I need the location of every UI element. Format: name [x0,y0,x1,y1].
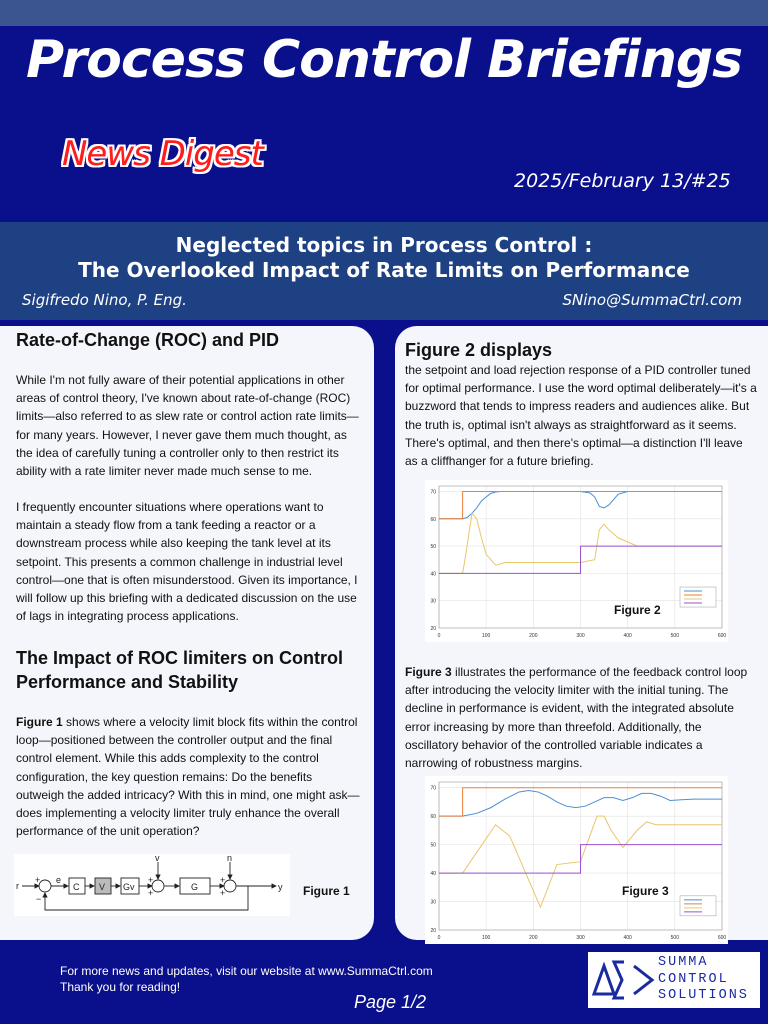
headline-line-2: The Overlooked Impact of Rate Limits on Performance [78,258,690,282]
y-tick-label: 40 [430,571,436,578]
figure-2-svg [425,480,728,642]
author-email[interactable]: SNino@SummaCtrl.com [562,291,742,309]
sum-plus-3: + [148,888,154,898]
author-name: Sigifredo Nino, P. Eng. [22,291,187,309]
signal-r: r [16,881,19,891]
signal-v: v [155,854,160,863]
figure-3-ref: Figure 3 [405,665,452,679]
y-tick-label: 50 [430,842,436,849]
headline-line-1: Neglected topics in Process Control : [175,233,593,257]
x-tick-label: 100 [481,633,491,639]
x-tick-label: 0 [437,633,441,639]
sum-plus-1: + [35,875,41,885]
footer-text [60,963,433,995]
y-tick-label: 70 [430,489,436,496]
paragraph-3-text: shows where a velocity limit block fits within the control loop—positioned between the controller output and the final control element. While this adds complexity to the control configuration, the key question remains: Do the benefits outweigh the added intricacy? With this in mind, one might ask—does implementing a velocity limiter truly enhance the overall performance of the unit operation? [16,715,360,839]
signal-y: y [278,882,283,892]
y-tick-label: 70 [430,785,436,792]
signal-e: e [56,875,62,885]
logo-word-summa: SUMMA [658,955,709,970]
sum-plus-2: + [148,875,154,885]
newsletter-title: Process Control Briefings [25,30,743,90]
y-tick-label: 20 [430,928,436,934]
x-tick-label: 600 [717,633,727,639]
y-tick-label: 60 [430,814,436,821]
section-heading-roc-impact: The Impact of ROC limiters on Control Performance and Stability [16,648,344,692]
sum-plus-4: + [220,875,226,885]
section-heading-roc-pid: Rate-of-Change (ROC) and PID [16,330,279,350]
footer-thanks-line: Thank you for reading! [60,980,181,994]
block-diagram-svg [14,854,290,916]
paragraph-1: While I'm not fully aware of their potential applications in other areas of control theory, I've known about rate-of-change (ROC) limits—also referred to as slew rate or control action rate limits—for many years. However, I never gave them much thought, as the idea of carefully tuning a controller only to then restrict its ability with a rate limiter never made much sense to me. [16,373,359,479]
block-gv: Gv [123,882,135,892]
page-number: Page 1/2 [353,992,427,1012]
block-v: V [99,882,106,892]
legend-box [680,896,716,916]
figure-2-chart [425,480,728,642]
company-logo [588,952,760,1008]
figure-1-ref: Figure 1 [16,715,63,729]
figure-1-block-diagram [14,854,290,916]
figure-3-chart [425,776,728,944]
sum-plus-5: + [220,888,226,898]
x-tick-label: 300 [576,633,585,639]
paragraph-5 [405,663,757,772]
block-c: C [73,882,80,892]
y-tick-label: 30 [430,899,436,906]
y-tick-label: 60 [430,516,436,523]
figure-2-label: Figure 2 [614,603,661,617]
x-tick-label: 300 [576,935,585,941]
logo-word-control: CONTROL [658,971,729,987]
footer-website-line[interactable]: For more news and updates, visit our website at www.SummaCtrl.com [60,964,433,978]
x-tick-label: 400 [623,633,632,639]
figure-3-label: Figure 3 [622,884,669,898]
signal-n: n [227,854,233,863]
summa-logo-icon [590,952,656,1008]
paragraph-5-text: illustrates the performance of the feedback control loop after introducing the velocity limiter with the initial tuning. The decline in performance is evident, with the integrated absolute error increasing by more than threefold. Additionally, the oscillatory behavior of the controlled variable indicates a narrowing of robustness margins. [405,665,748,771]
x-tick-label: 500 [670,633,680,639]
paragraph-3 [16,713,362,840]
x-tick-label: 100 [481,935,491,941]
x-tick-label: 600 [717,935,727,941]
issue-date: 2025/February 13/#25 [514,170,731,192]
figure-1-label: Figure 1 [303,884,350,898]
x-tick-label: 0 [437,935,441,941]
figure-3-svg [425,776,728,944]
y-tick-label: 50 [430,544,436,551]
paragraph-4: the setpoint and load rejection response of a PID controller tuned for optimal performance. I use the word optimal deliberately—it's a buzzword that tends to impress readers and audiences alike. But the truth is, optimal isn't always as straightforward as it seems. There's optimal, and then there's optimal—a distinction I'll leave as a cliffhanger for a future briefing. [405,363,757,469]
y-tick-label: 30 [430,598,436,605]
x-tick-label: 200 [529,633,538,639]
top-strip [0,0,768,26]
x-tick-label: 500 [670,935,680,941]
legend-box [680,587,716,607]
x-tick-label: 400 [623,935,632,941]
sum-minus-1: − [36,894,42,904]
block-g: G [191,882,199,892]
y-tick-label: 20 [430,626,436,632]
section-heading-figure-2: Figure 2 displays [405,340,553,360]
y-tick-label: 40 [430,871,436,878]
series-line-4 [439,546,722,573]
news-digest-label: News Digest [62,134,263,174]
series-line-4 [439,845,722,873]
x-tick-label: 200 [529,935,538,941]
article-headline [0,233,768,283]
paragraph-2: I frequently encounter situations where operations want to maintain a steady flow from a tank feeding a reactor or a downstream process while also keeping the tank level at its setpoint. This presents a common challenge in industrial level control—one that is often misunderstood. Given its importance, I will follow up this briefing with a dedicated discussion on the use of lags in integrating process applications. [16,500,358,624]
logo-word-solutions: SOLUTIONS [658,988,749,1003]
